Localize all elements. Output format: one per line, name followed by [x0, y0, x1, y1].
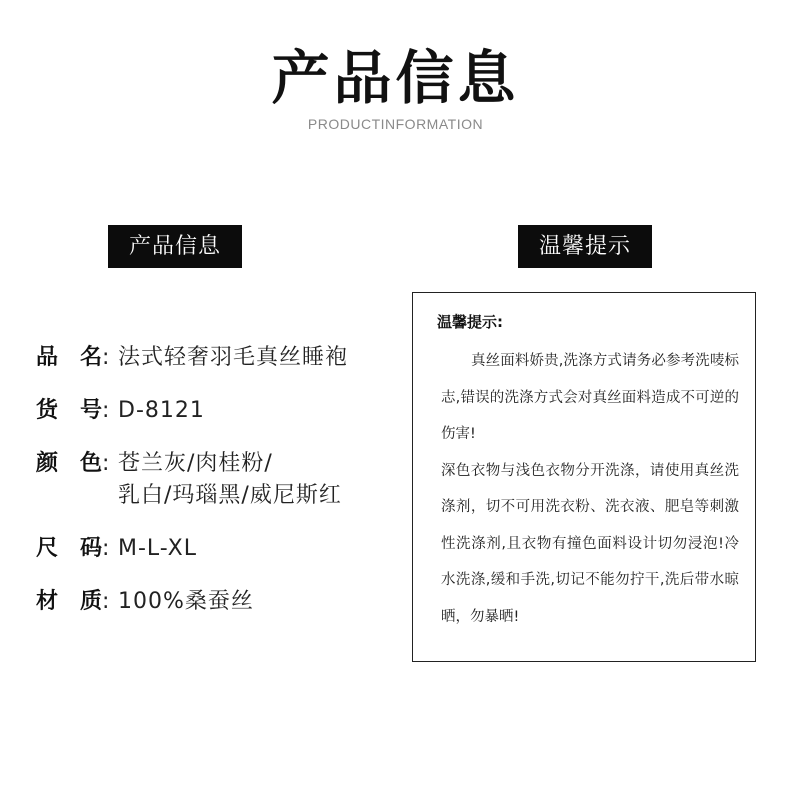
- spec-row-name: [36, 342, 406, 374]
- spec-colon: :: [102, 451, 110, 476]
- spec-row-color: [36, 448, 406, 512]
- color-line-2: 乳白/玛瑙黑/威尼斯红: [118, 483, 342, 508]
- page-title: 产品信息: [271, 44, 520, 112]
- product-info-label: 产品信息: [108, 225, 242, 268]
- spec-list: [36, 342, 406, 639]
- spec-row-size: [36, 533, 406, 565]
- spec-value-name: 法式轻奢羽毛真丝睡袍: [118, 345, 349, 370]
- spec-key-char: 号: [79, 398, 102, 423]
- spec-row-material: [36, 586, 406, 618]
- notice-paragraph-1: 真丝面料娇贵,洗涤方式请务必参考洗唛标志,错误的洗涤方式会对真丝面料造成不可逆的伤害!: [441, 353, 739, 442]
- spec-key-char: 名: [79, 345, 102, 370]
- spec-colon: :: [102, 398, 110, 423]
- spec-key-char: 码: [79, 536, 102, 561]
- spec-key-char: 颜: [36, 451, 59, 476]
- spec-row-sku: [36, 395, 406, 427]
- spec-value-color: [118, 448, 342, 512]
- spec-colon: :: [102, 536, 110, 561]
- spec-key-char: 品: [36, 345, 59, 370]
- color-line-1: 苍兰灰/肉桂粉/: [118, 451, 273, 476]
- notice-body: [441, 343, 739, 635]
- spec-key: [36, 342, 102, 374]
- spec-key: [36, 586, 102, 618]
- notice-paragraph-2: 深色衣物与浅色衣物分开洗涤，请使用真丝洗涤剂，切不可用洗衣粉、洗衣液、肥皂等刺激性洗涤剂,且衣物有撞色面料设计切勿浸泡!冷水洗涤,缓和手洗,切记不能勿拧干,洗后带水晾晒，勿暴晒!: [441, 462, 739, 625]
- spec-key: [36, 395, 102, 427]
- spec-key-char: 材: [36, 589, 59, 614]
- spec-key-char: 货: [36, 398, 59, 423]
- spec-colon: :: [102, 345, 110, 370]
- spec-key-char: 尺: [36, 536, 59, 561]
- spec-key: [36, 533, 102, 565]
- spec-value-size: M-L-XL: [118, 536, 197, 561]
- spec-value-material: 100%桑蚕丝: [118, 589, 254, 614]
- spec-value-sku: D-8121: [118, 398, 205, 423]
- spec-key: [36, 448, 102, 512]
- spec-colon: :: [102, 589, 110, 614]
- spec-key-char: 色: [79, 451, 102, 476]
- notice-box: [412, 292, 756, 662]
- notice-label: 温馨提示: [518, 225, 652, 268]
- page-subtitle: PRODUCTINFORMATION: [307, 116, 484, 132]
- notice-heading: 温馨提示:: [437, 313, 503, 331]
- spec-key-char: 质: [79, 589, 102, 614]
